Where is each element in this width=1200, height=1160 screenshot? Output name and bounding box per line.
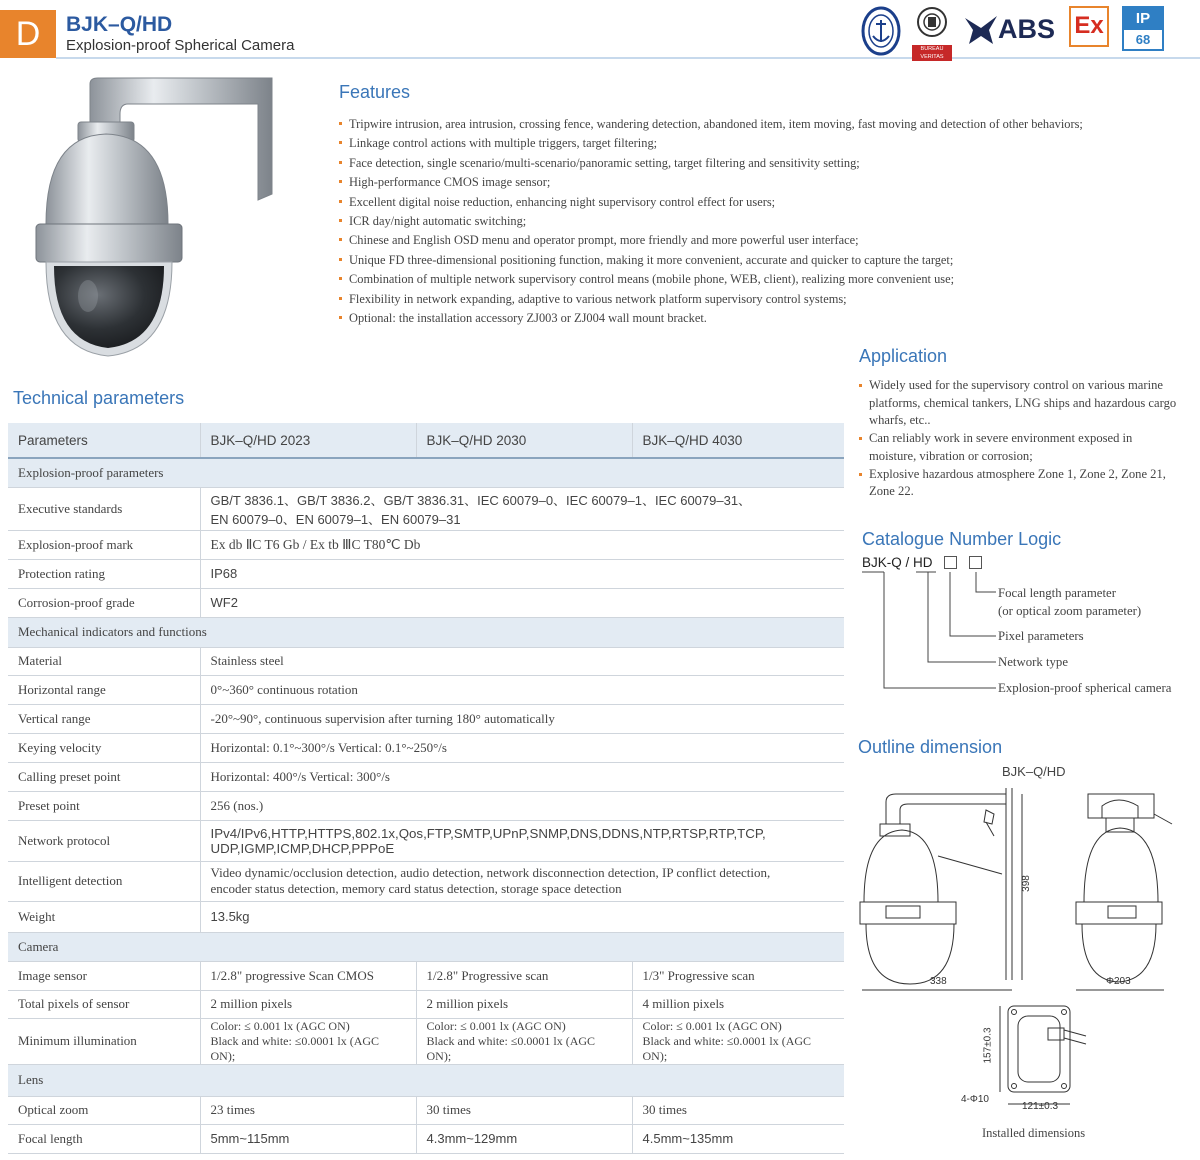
row-label: Explosion-proof mark — [8, 530, 200, 559]
row-value: -20°~90°, continuous supervision after turning 180° automatically — [200, 704, 844, 733]
technical-parameters-table — [8, 423, 844, 1154]
header-model: BJK–Q/HD 2023 — [200, 423, 416, 458]
outline-model: BJK–Q/HD — [1002, 764, 1066, 779]
ex-mark-logo: Ex — [1069, 6, 1109, 47]
table-row — [8, 1124, 844, 1153]
row-value: 2 million pixels — [416, 990, 632, 1018]
catalogue-focal-label: Focal length parameter — [998, 586, 1116, 600]
abs-eagle-logo — [963, 10, 999, 48]
table-row — [8, 675, 844, 704]
bureau-veritas-logo — [910, 4, 954, 60]
row-value: 4.3mm~129mm — [416, 1124, 632, 1153]
dim-holes: 4-Φ10 — [961, 1094, 989, 1105]
row-label: Corrosion-proof grade — [8, 588, 200, 617]
row-value-line: UDP,IGMP,ICMP,DHCP,PPPoE — [210, 840, 395, 856]
row-value — [416, 1018, 632, 1064]
row-value: 4 million pixels — [632, 990, 844, 1018]
feature-item: Linkage control actions with multiple triggers, target filtering; — [339, 134, 1199, 153]
abs-text: ABS — [998, 14, 1056, 44]
illumination-color: Color: ≤ 0.001 lx (AGC ON) — [426, 1018, 566, 1033]
table-row — [8, 530, 844, 559]
row-value-line: Video dynamic/occlusion detection, audio detection, network disconnection detection, IP conflict detection, — [210, 865, 771, 880]
table-row — [8, 588, 844, 617]
catalogue-code: BJK-Q / HD — [862, 555, 933, 570]
ip-rating-badge — [1122, 6, 1164, 51]
table-header-row — [8, 423, 844, 458]
table-row — [8, 861, 844, 901]
row-label: Keying velocity — [8, 733, 200, 762]
application-item: Widely used for the supervisory control on various marine platforms, chemical tankers, LNG ships and hazardous cargo wharfs, etc.. — [859, 377, 1179, 430]
application-item: Explosive hazardous atmosphere Zone 1, Zone 2, Zone 21, Zone 22. — [859, 466, 1179, 501]
row-value: 13.5kg — [200, 901, 844, 932]
bv-label: BUREAU VERITAS — [912, 45, 952, 61]
group-row — [8, 1064, 844, 1096]
row-label: Executive standards — [8, 487, 200, 530]
row-label: Protection rating — [8, 559, 200, 588]
row-value: WF2 — [200, 588, 844, 617]
table-row — [8, 791, 844, 820]
feature-item: ICR day/night automatic switching; — [339, 212, 1199, 231]
row-value: 1/3" Progressive scan — [632, 961, 844, 990]
illumination-color: Color: ≤ 0.001 lx (AGC ON) — [642, 1018, 782, 1033]
row-value: Ex db ⅡC T6 Gb / Ex tb ⅢC T80℃ Db — [200, 530, 844, 559]
header-model: BJK–Q/HD 2030 — [416, 423, 632, 458]
application-item: Can reliably work in severe environment exposed in moisture, vibration or corrosion; — [859, 430, 1179, 465]
row-value: 30 times — [632, 1096, 844, 1124]
row-label: Calling preset point — [8, 762, 200, 791]
row-label: Horizontal range — [8, 675, 200, 704]
row-value-line: encoder status detection, memory card status detection, storage space detection — [210, 881, 622, 896]
product-subtitle: Explosion-proof Spherical Camera — [66, 37, 295, 54]
row-value-line: IPv4/IPv6,HTTP,HTTPS,802.1x,Qos,FTP,SMTP,UPnP,SNMP,DNS,DDNS,NTP,RTSP,RTP,TCP, — [210, 825, 766, 841]
row-value: 23 times — [200, 1096, 416, 1124]
catalogue-title: Catalogue Number Logic — [862, 529, 1062, 549]
table-row — [8, 990, 844, 1018]
row-value: 4.5mm~135mm — [632, 1124, 844, 1153]
feature-item: Unique FD three-dimensional positioning function, making it more convenient, accurate and quicker to capture the target; — [339, 251, 1199, 270]
row-value: 5mm~115mm — [200, 1124, 416, 1153]
feature-item: Optional: the installation accessory ZJ003 or ZJ004 wall mount bracket. — [339, 309, 1199, 328]
group-mechanical: Mechanical indicators and functions — [8, 617, 844, 647]
outline-title: Outline dimension — [858, 737, 1003, 757]
row-value — [200, 487, 844, 530]
row-label: Image sensor — [8, 961, 200, 990]
illumination-bw: Black and white: ≤0.0001 lx (AGC ON); — [426, 1033, 596, 1063]
table-row — [8, 901, 844, 932]
row-value — [632, 1018, 844, 1064]
illumination-color: Color: ≤ 0.001 lx (AGC ON) — [210, 1018, 350, 1033]
row-value: 2 million pixels — [200, 990, 416, 1018]
bv-seal-icon — [910, 4, 954, 40]
header-parameters: Parameters — [8, 423, 200, 458]
ip-label: IP — [1124, 8, 1162, 30]
catalogue-pixel-label: Pixel parameters — [998, 629, 1084, 643]
ip-value: 68 — [1135, 32, 1151, 47]
group-row — [8, 617, 844, 647]
features-title: Features — [339, 82, 411, 102]
row-label: Intelligent detection — [8, 861, 200, 901]
feature-item: High-performance CMOS image sensor; — [339, 173, 1199, 192]
row-label: Vertical range — [8, 704, 200, 733]
header-model: BJK–Q/HD 4030 — [632, 423, 844, 458]
table-row — [8, 1018, 844, 1064]
product-model-title: BJK–Q/HD — [66, 13, 173, 36]
row-label: Weight — [8, 901, 200, 932]
application-title: Application — [859, 346, 948, 366]
catalogue-connector-lines — [860, 568, 1000, 692]
group-camera: Camera — [8, 932, 844, 961]
row-value: IP68 — [200, 559, 844, 588]
row-value: Horizontal: 0.1°~300°/s Vertical: 0.1°~250°/s — [200, 733, 844, 762]
features-list — [339, 115, 1199, 328]
feature-item: Excellent digital noise reduction, enhancing night supervisory control effect for users; — [339, 193, 1199, 212]
row-value: 1/2.8" progressive Scan CMOS — [200, 961, 416, 990]
illumination-bw: Black and white: ≤0.0001 lx (AGC ON); — [210, 1033, 380, 1063]
table-row — [8, 559, 844, 588]
catalogue-focal-label-2: (or optical zoom parameter) — [998, 604, 1142, 618]
feature-item: Face detection, single scenario/multi-scenario/panoramic setting, target filtering and sensitivity setting; — [339, 154, 1199, 173]
catalogue-camera-label: Explosion-proof spherical camera — [998, 681, 1172, 695]
row-label: Minimum illumination — [8, 1018, 200, 1064]
feature-item: Combination of multiple network supervisory control means (mobile phone, WEB, client), realizing more convenient use; — [339, 270, 1199, 289]
outline-caption: Installed dimensions — [982, 1126, 1086, 1140]
table-row — [8, 762, 844, 791]
section-badge: D — [0, 10, 56, 58]
row-value: 0°~360° continuous rotation — [200, 675, 844, 704]
header-divider — [56, 57, 1200, 59]
feature-item: Flexibility in network expanding, adaptive to various network platform supervisory control systems; — [339, 290, 1199, 309]
dim-plate-height: 157±0.3 — [982, 1027, 994, 1064]
outline-drawing — [856, 784, 1176, 994]
installed-plate-drawing — [996, 1000, 1096, 1110]
row-label: Preset point — [8, 791, 200, 820]
row-label: Optical zoom — [8, 1096, 200, 1124]
feature-item: Tripwire intrusion, area intrusion, crossing fence, wandering detection, abandoned item, item moving, fast moving and detection of other behaviors; — [339, 115, 1199, 134]
table-row — [8, 733, 844, 762]
anchor-seal-logo — [861, 6, 901, 56]
row-value: Horizontal: 400°/s Vertical: 300°/s — [200, 762, 844, 791]
row-label: Network protocol — [8, 820, 200, 861]
row-label: Total pixels of sensor — [8, 990, 200, 1018]
row-value: 1/2.8" Progressive scan — [416, 961, 632, 990]
dim-plate-width: 121±0.3 — [1022, 1101, 1059, 1112]
catalogue-network-label: Network type — [998, 655, 1069, 669]
table-row — [8, 487, 844, 530]
dim-height: 398 — [1020, 875, 1032, 892]
technical-title: Technical parameters — [13, 388, 185, 408]
application-list — [859, 377, 1179, 501]
row-value: 256 (nos.) — [200, 791, 844, 820]
feature-item: Chinese and English OSD menu and operator prompt, more friendly and more powerful user interface; — [339, 231, 1199, 250]
dim-width: 338 — [930, 976, 947, 987]
row-value — [200, 861, 844, 901]
row-value-line: GB/T 3836.1、GB/T 3836.2、GB/T 3836.31、IEC 60079–0、IEC 60079–1、IEC 60079–31、 — [210, 492, 752, 508]
group-row — [8, 932, 844, 961]
table-row — [8, 704, 844, 733]
illumination-bw: Black and white: ≤0.0001 lx (AGC ON); — [642, 1033, 812, 1063]
row-value: Stainless steel — [200, 647, 844, 675]
table-row — [8, 1096, 844, 1124]
row-value — [200, 820, 844, 861]
row-value-line: EN 60079–0、EN 60079–1、EN 60079–31 — [210, 511, 461, 527]
row-label: Focal length — [8, 1124, 200, 1153]
camera-product-image — [28, 74, 280, 364]
row-value — [200, 1018, 416, 1064]
table-row — [8, 961, 844, 990]
table-row — [8, 820, 844, 861]
group-explosion: Explosion-proof parameters — [8, 458, 844, 487]
dim-diameter: Φ203 — [1106, 976, 1131, 987]
group-row — [8, 458, 844, 487]
row-label: Material — [8, 647, 200, 675]
row-value: 30 times — [416, 1096, 632, 1124]
group-lens: Lens — [8, 1064, 844, 1096]
table-row — [8, 647, 844, 675]
